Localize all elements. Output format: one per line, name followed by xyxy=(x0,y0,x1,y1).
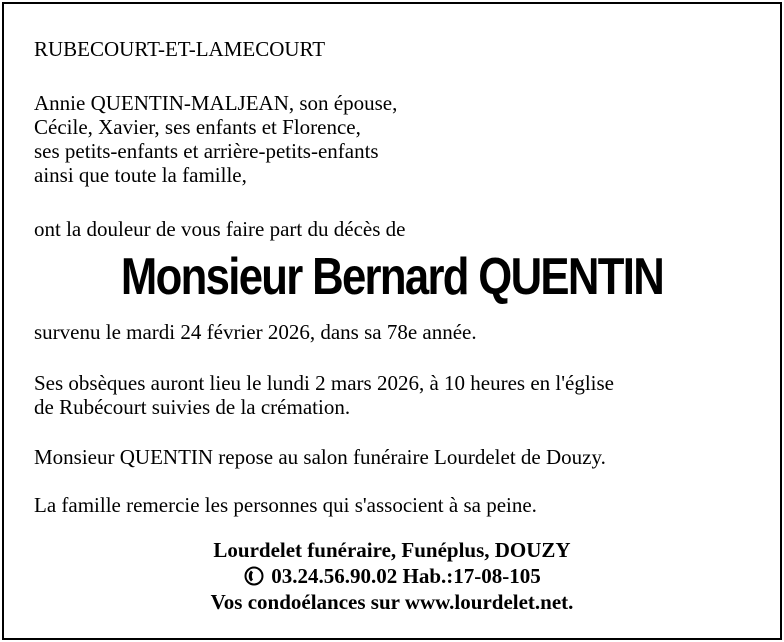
obituary-notice xyxy=(2,2,782,640)
condolences-link[interactable]: Vos condoélances sur www.lourdelet.net. xyxy=(210,590,574,614)
deceased-name: Monsieur Bernard QUENTIN xyxy=(120,248,664,306)
resting-place-text: Monsieur QUENTIN repose au salon funéraire Lourdelet de Douzy. xyxy=(34,445,606,469)
family-line: ainsi que toute la famille, xyxy=(34,163,247,187)
family-line: Annie QUENTIN-MALJEAN, son épouse, xyxy=(34,91,398,115)
death-date-text: survenu le mardi 24 février 2026, dans sa 78e année. xyxy=(34,320,477,344)
funeral-details xyxy=(34,371,768,419)
thanks-text: La famille remercie les personnes qui s'associent à sa peine. xyxy=(34,493,537,517)
family-line: ses petits-enfants et arrière-petits-enfants xyxy=(34,139,379,163)
family-line: Cécile, Xavier, ses enfants et Florence, xyxy=(34,115,361,139)
phone-number: 03.24.56.90.02 Hab.:17-08-105 xyxy=(271,564,541,588)
funeral-home-name: Lourdelet funéraire, Funéplus, DOUZY xyxy=(213,538,571,562)
phone-line xyxy=(4,563,780,589)
funeral-home-footer xyxy=(4,537,780,615)
funeral-line: de Rubécourt suivies de la crémation. xyxy=(34,395,351,419)
phone-icon xyxy=(243,566,265,586)
family-list xyxy=(34,91,768,187)
town-heading: RUBECOURT-ET-LAMECOURT xyxy=(34,37,326,61)
funeral-line: Ses obsèques auront lieu le lundi 2 mars 2026, à 10 heures en l'église xyxy=(34,371,614,395)
announcement-intro: ont la douleur de vous faire part du décès de xyxy=(34,217,406,241)
